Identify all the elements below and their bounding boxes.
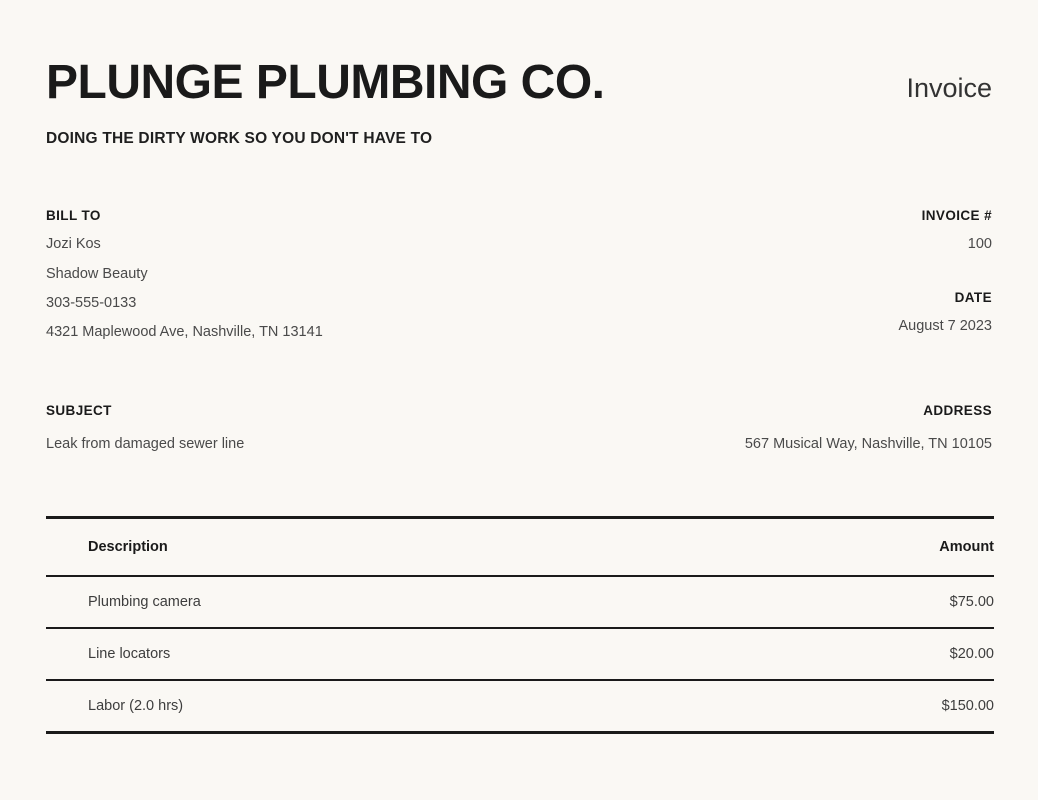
table-row (46, 629, 994, 681)
table-row (46, 577, 994, 629)
invoice-date-value: August 7 2023 (898, 318, 992, 335)
subject-block (46, 403, 538, 453)
invoice-meta-block (46, 208, 992, 341)
line-item-amount: $150.00 (941, 698, 994, 715)
bill-to-block (46, 208, 538, 341)
line-item-amount: $20.00 (949, 646, 994, 663)
bill-to-phone: 303-555-0133 (46, 295, 137, 312)
line-item-description: Line locators (88, 646, 171, 663)
invoice-number-label: INVOICE # (921, 208, 992, 224)
document-type-label: Invoice (906, 73, 992, 104)
address-text: 567 Musical Way, Nashville, TN 10105 (744, 436, 992, 453)
bill-to-label: BILL TO (46, 208, 101, 224)
invoice-number-date-block (576, 208, 992, 341)
subject-text: Leak from damaged sewer line (46, 436, 245, 453)
bill-to-company: Shadow Beauty (46, 266, 148, 283)
invoice-header (46, 0, 992, 108)
address-label: ADDRESS (923, 403, 992, 419)
bill-to-address: 4321 Maplewood Ave, Nashville, TN 13141 (46, 324, 323, 341)
table-header-row (46, 516, 994, 577)
table-row (46, 681, 994, 734)
company-name: PLUNGE PLUMBING CO. (46, 56, 605, 109)
bill-to-name: Jozi Kos (46, 236, 101, 253)
invoice-number-value: 100 (967, 236, 992, 253)
line-item-amount: $75.00 (949, 594, 994, 611)
subject-address-block (46, 403, 992, 453)
column-header-amount: Amount (939, 539, 994, 556)
line-items-table (46, 516, 994, 734)
line-item-description: Labor (2.0 hrs) (88, 698, 184, 715)
subject-label: SUBJECT (46, 403, 112, 419)
invoice-date-label: DATE (954, 290, 992, 306)
column-header-description: Description (88, 539, 168, 556)
sender-address-block (557, 403, 992, 453)
line-item-description: Plumbing camera (88, 594, 201, 611)
company-tagline: DOING THE DIRTY WORK SO YOU DON'T HAVE TO (46, 130, 433, 148)
